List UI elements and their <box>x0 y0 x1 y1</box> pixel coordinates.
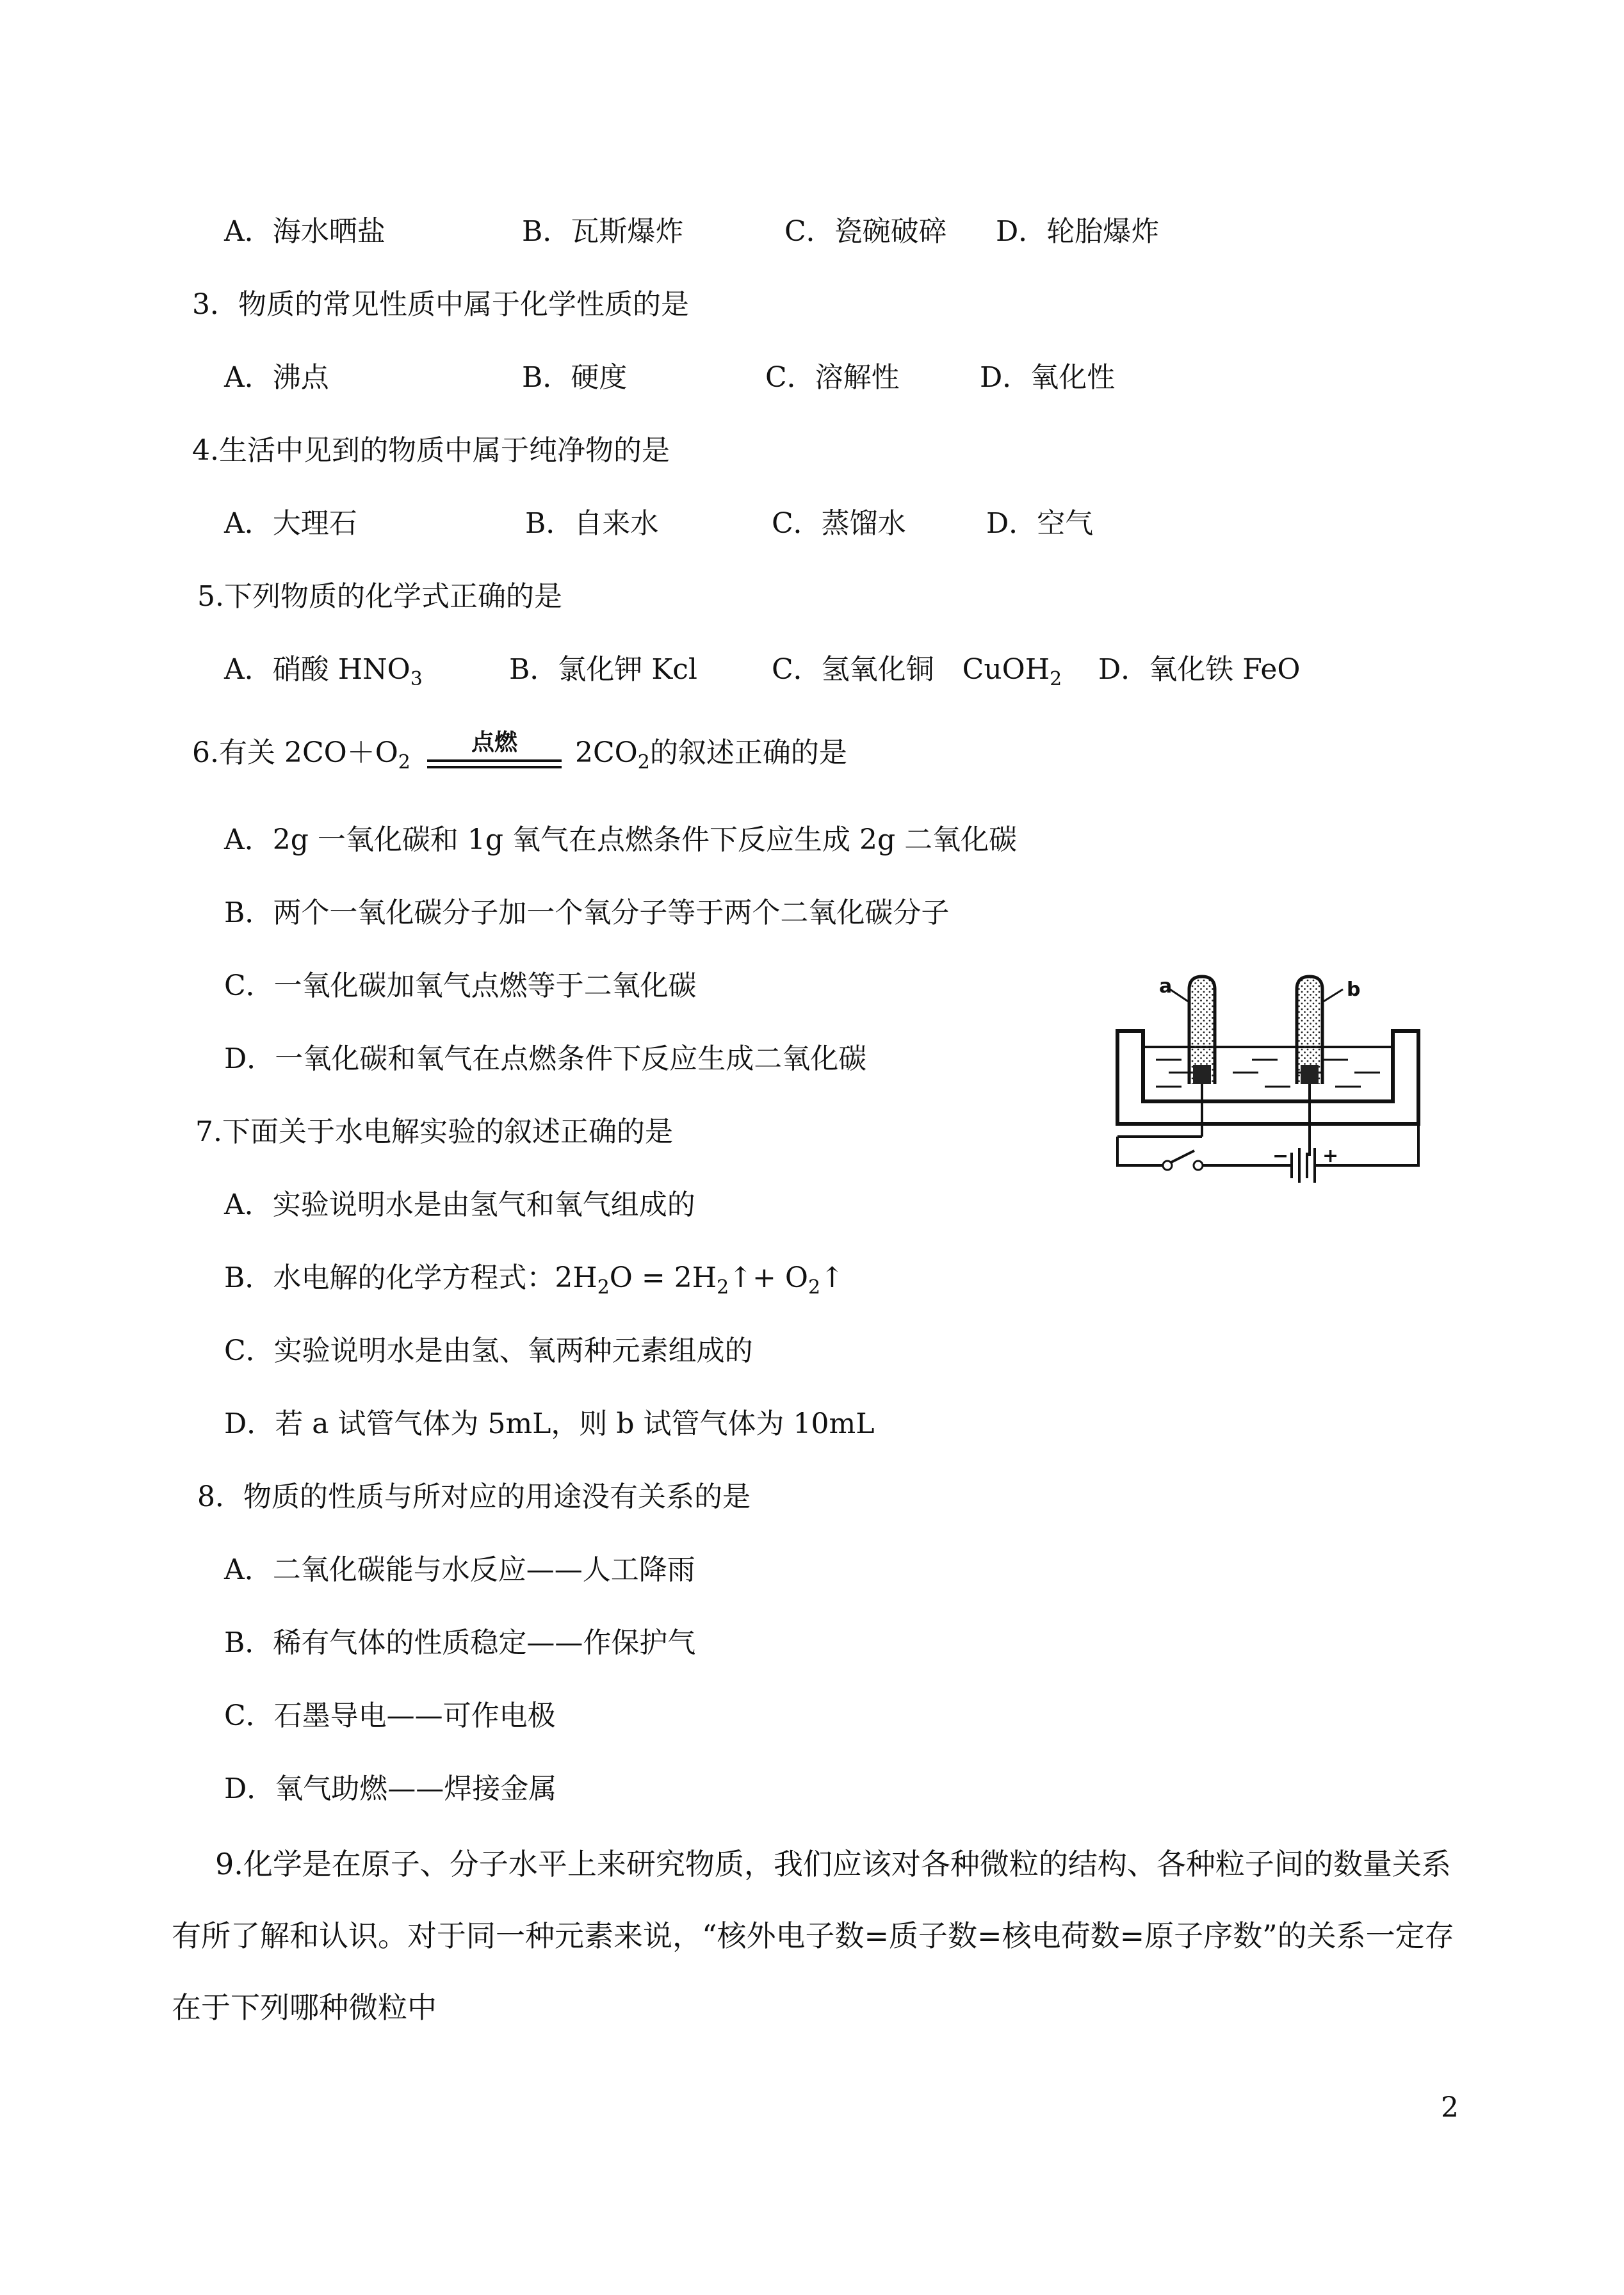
q5-option-b: B．氯化钾 Kcl <box>509 653 697 686</box>
q8-option-b: B．稀有气体的性质稳定——作保护气 <box>224 1626 696 1659</box>
electrolysis-apparatus-figure <box>1105 945 1431 1223</box>
q8-option-d: D．氧气助燃——焊接金属 <box>224 1772 557 1805</box>
q4-option-d: D．空气 <box>986 507 1094 540</box>
q7-option-d: D．若 a 试管气体为 5mL，则 b 试管气体为 10mL <box>224 1407 875 1440</box>
q7-option-c: C．实验说明水是由氢、氧两种元素组成的 <box>224 1334 753 1367</box>
q3-option-d: D．氧化性 <box>980 361 1116 394</box>
q3-stem: 3．物质的常见性质中属于化学性质的是 <box>192 288 689 321</box>
q6-stem-prefix: 6.有关 $2CO+O_2$ <box>192 736 410 774</box>
q6-option-a: A．2g 一氧化碳和 1g 氧气在点燃条件下反应生成 2g 二氧化碳 <box>224 823 1018 856</box>
q5-option-a: A．硝酸 $HNO_3$ <box>224 653 423 690</box>
q6-option-c: C．一氧化碳加氧气点燃等于二氧化碳 <box>224 969 697 1002</box>
q6-equals-bar-top <box>427 759 562 762</box>
q2-option-a: A．海水晒盐 <box>224 215 386 248</box>
electrolysis-apparatus-drawing <box>1105 945 1431 1223</box>
page-number: 2 <box>1441 2091 1459 2124</box>
q6-condition-label: 点燃 <box>471 729 517 756</box>
q6-equals-bar-bottom <box>427 766 562 768</box>
q2-option-d: D．轮胎爆炸 <box>996 215 1160 248</box>
q2-option-b: B．瓦斯爆炸 <box>522 215 684 248</box>
circuit-wire-left <box>1117 1137 1162 1165</box>
tube-a-label: a <box>1159 975 1173 998</box>
q8-option-a: A．二氧化碳能与水反应——人工降雨 <box>224 1553 695 1586</box>
q4-option-c: C．蒸馏水 <box>772 507 906 540</box>
water-trough <box>1117 1031 1418 1124</box>
q9-question-paragraph: 9.化学是在原子、分子水平上来研究物质，我们应该对各种微粒的结构、各种粒子间的数量关系有所了解和认识。对于同一种元素来说，“核外电子数=质子数=核电荷数=原子序数”的关系一定存在于下列哪种微粒中 <box>172 1847 1454 2025</box>
q6-option-d: D．一氧化碳和氧气在点燃条件下反应生成二氧化碳 <box>224 1042 867 1075</box>
q5-option-d: D．氧化铁 FeO <box>1098 653 1301 686</box>
q6-option-b: B．两个一氧化碳分子加一个氧分子等于两个二氧化碳分子 <box>224 896 950 929</box>
q3-option-b: B．硬度 <box>522 361 628 394</box>
q6-stem-suffix: $2CO_2$的叙述正确的是 <box>575 736 847 774</box>
q3-option-c: C．溶解性 <box>765 361 900 394</box>
switch-symbol <box>1163 1151 1203 1170</box>
q8-option-c: C．石墨导电——可作电极 <box>224 1699 556 1732</box>
q7-stem: 7.下面关于水电解实验的叙述正确的是 <box>195 1115 673 1148</box>
tube-b-label: b <box>1347 978 1361 1001</box>
q5-stem: 5.下列物质的化学式正确的是 <box>197 580 562 613</box>
q5-option-c: C．氢氧化铜 CuOH$_2$ <box>772 653 1062 690</box>
battery-symbol <box>1292 1148 1315 1183</box>
q3-option-a: A．沸点 <box>224 361 329 394</box>
q4-option-a: A．大理石 <box>224 507 357 540</box>
battery-minus-label: − <box>1272 1145 1289 1167</box>
test-tube-b <box>1297 977 1322 1156</box>
q8-stem: 8．物质的性质与所对应的用途没有关系的是 <box>197 1480 751 1513</box>
test-tube-a <box>1189 977 1215 1137</box>
q4-option-b: B．自来水 <box>525 507 659 540</box>
battery-plus-label: + <box>1322 1145 1339 1167</box>
q6-reaction-condition <box>427 729 562 772</box>
q2-option-c: C．瓷碗破碎 <box>784 215 947 248</box>
q7-option-a: A．实验说明水是由氢气和氧气组成的 <box>224 1188 695 1221</box>
q7-option-b: B．水电解的化学方程式：$2H_2O$ = $2H_2↑+$ $O_2↑$ <box>224 1261 844 1299</box>
q4-stem: 4.生活中见到的物质中属于纯净物的是 <box>192 434 670 467</box>
